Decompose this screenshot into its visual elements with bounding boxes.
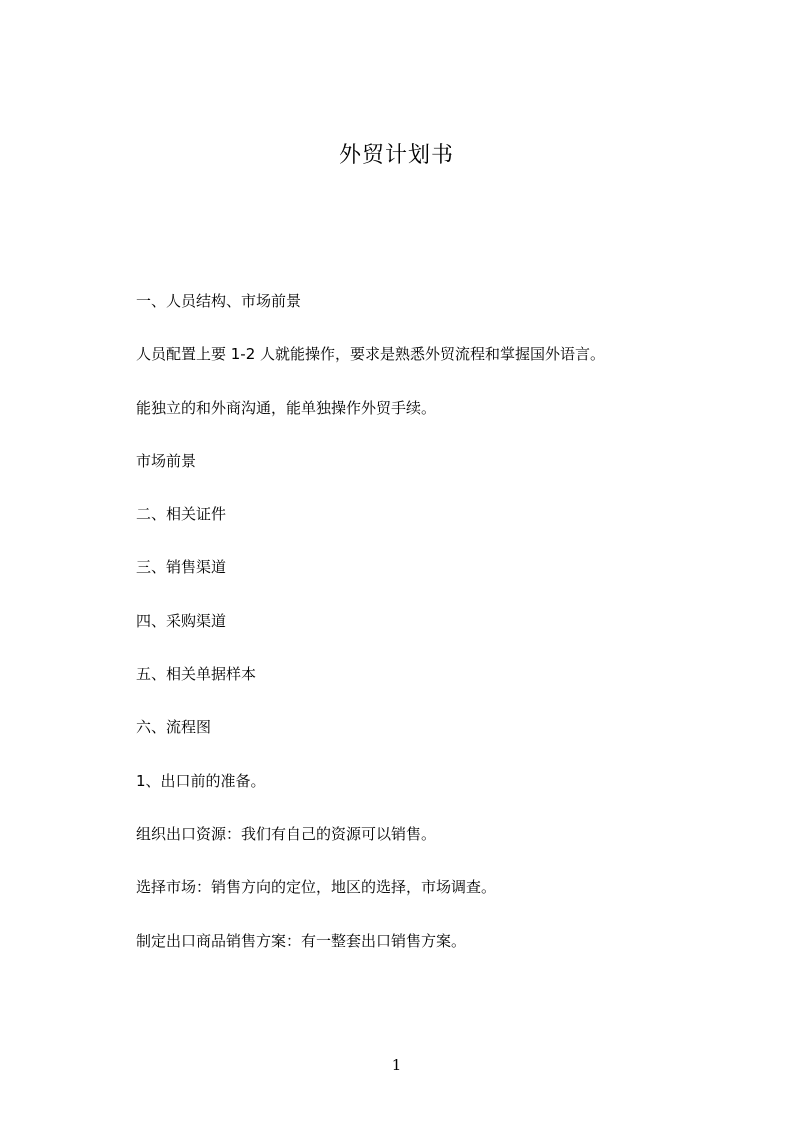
document-title: 外贸计划书 [338, 143, 454, 168]
heading-section-5: 五、相关单据样本 [136, 665, 257, 684]
paragraph-communication: 能独立的和外商沟通，能单独操作外贸手续。 [136, 398, 437, 417]
heading-section-6: 六、流程图 [136, 718, 212, 737]
paragraph-resources: 组织出口资源：我们有自己的资源可以销售。 [136, 824, 437, 843]
heading-section-2: 二、相关证件 [136, 505, 227, 524]
page-number: 1 [391, 1056, 402, 1074]
paragraph-sales-plan: 制定出口商品销售方案：有一整套出口销售方案。 [136, 931, 467, 950]
heading-section-3: 三、销售渠道 [136, 558, 227, 577]
subheading-export-prep: 1、出口前的准备。 [136, 771, 266, 790]
heading-section-4: 四、采购渠道 [136, 611, 227, 630]
document-body [136, 291, 696, 984]
paragraph-market-outlook: 市场前景 [136, 451, 197, 470]
paragraph-market-selection: 选择市场：销售方向的定位，地区的选择，市场调查。 [136, 878, 497, 897]
paragraph-staffing: 人员配置上要 1-2 人就能操作，要求是熟悉外贸流程和掌握国外语言。 [136, 345, 606, 364]
heading-section-1: 一、人员结构、市场前景 [136, 292, 302, 310]
